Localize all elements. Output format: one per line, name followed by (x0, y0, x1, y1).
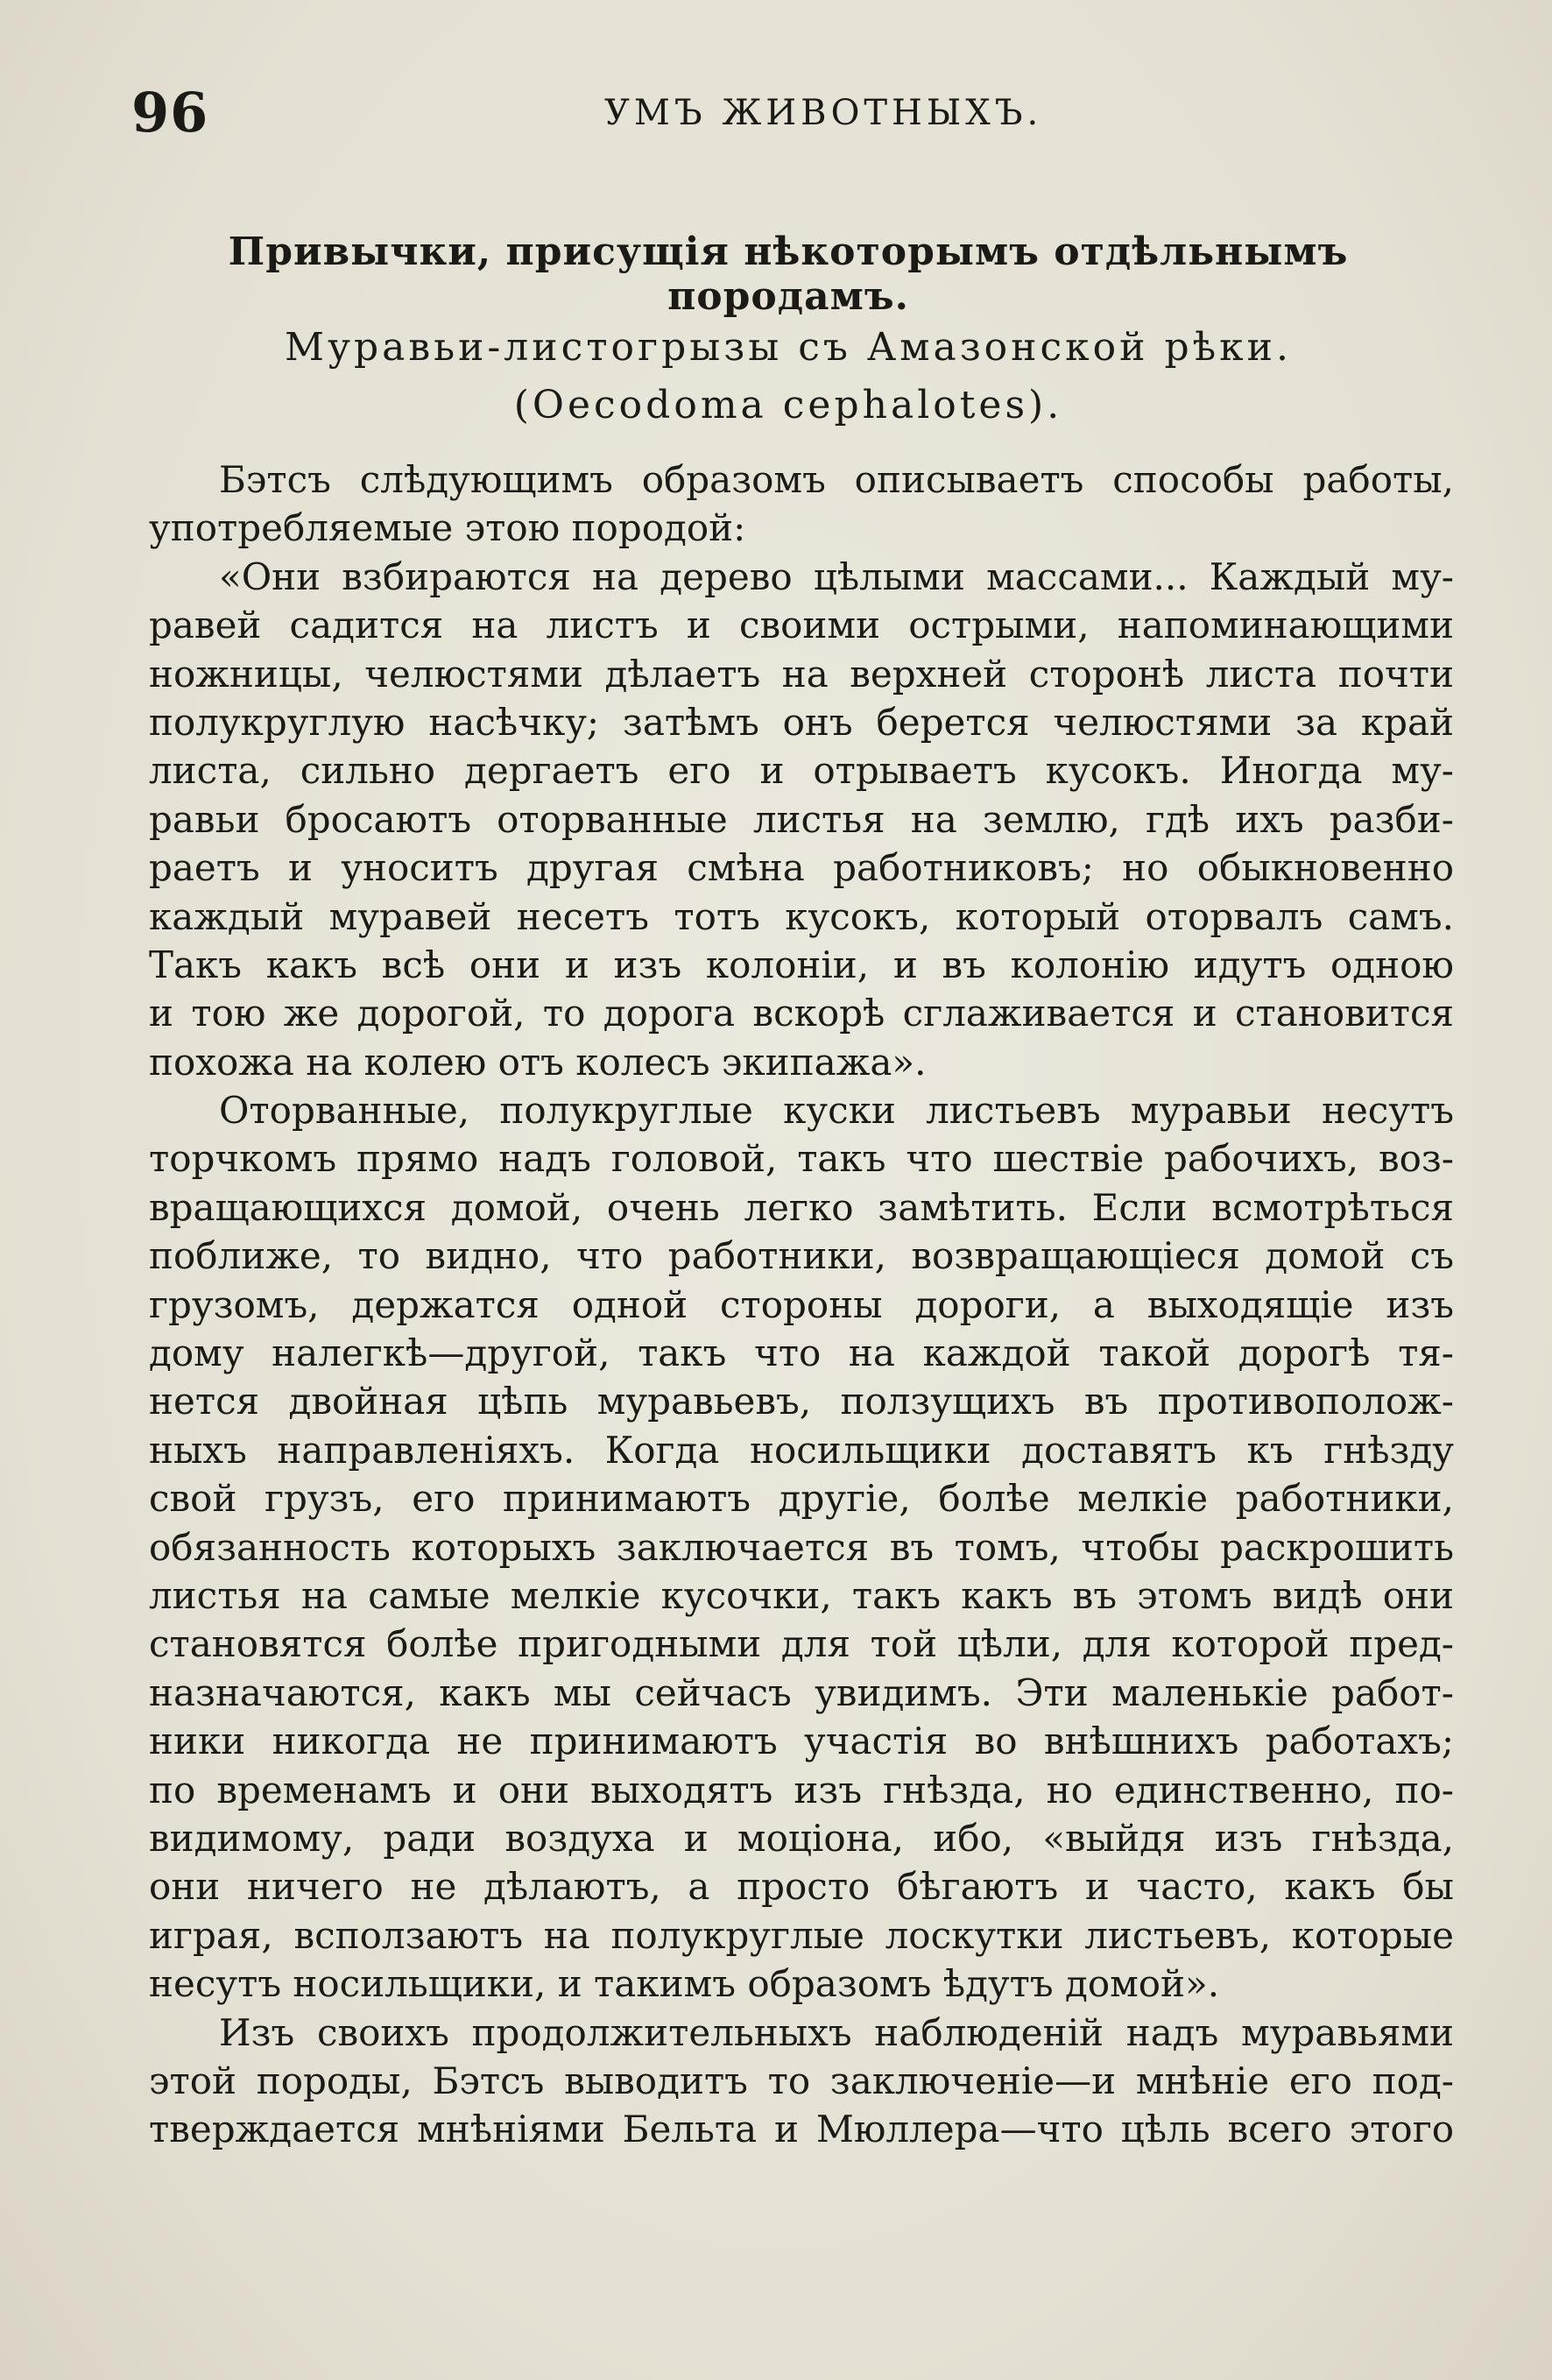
text-line: становятся болѣе пригодными для той цѣли, для которой пред- (149, 1622, 1454, 1666)
text-line: ники никогда не принимаютъ участія во внѣшнихъ работахъ; (149, 1720, 1454, 1763)
text-line: дому налегкѣ—другой, такъ что на каждой такой дорогѣ тя- (149, 1331, 1454, 1375)
text-line: Изъ своихъ продолжительныхъ наблюденій надъ муравьями (219, 2010, 1454, 2054)
text-line: играя, всползаютъ на полукруглые лоскутки листьевъ, которые (149, 1913, 1454, 1957)
text-line: поближе, то видно, что работники, возвращающіеся домой съ (149, 1234, 1454, 1278)
text-line: Такъ какъ всѣ они и изъ колоніи, и въ колонію идутъ одною (149, 943, 1454, 986)
running-head (131, 81, 1445, 151)
text-line: каждый муравей несетъ тотъ кусокъ, который оторвалъ самъ. (149, 894, 1454, 938)
text-line: тверждается мнѣніями Бельта и Мюллера—что цѣль всего этого (149, 2108, 1454, 2151)
page-number: 96 (131, 81, 209, 145)
subheading-line-2: (Oecodoma cephalotes). (513, 383, 1063, 427)
text-line: Бэтсъ слѣдующимъ образомъ описываетъ способы работы, (219, 458, 1454, 501)
text-line: нется двойная цѣпь муравьевъ, ползущихъ въ противополож- (149, 1380, 1454, 1423)
text-line: «Они взбираются на дерево цѣлыми массами... Каждый му- (219, 554, 1454, 598)
running-title: УМЪ ЖИВОТНЫХЪ. (604, 93, 1043, 133)
text-line: грузомъ, держатся одной стороны дороги, а выходящіе изъ (149, 1282, 1454, 1326)
body-text (149, 456, 1454, 2154)
text-line: равьи бросаютъ оторванные листья на землю, гдѣ ихъ разби- (149, 797, 1454, 841)
text-line: Оторванные, полукруглые куски листьевъ муравьи несутъ (219, 1089, 1454, 1133)
subheading-line-1: Муравьи-листогрызы съ Амазонской рѣки. (285, 325, 1292, 370)
text-line: торчкомъ прямо надъ головой, такъ что шествіе рабочихъ, воз- (149, 1137, 1454, 1181)
text-line: полукруглую насѣчку; затѣмъ онъ берется челюстями за край (149, 700, 1454, 744)
text-line: и тою же дорогой, то дорога вскорѣ сглаживается и становится (149, 992, 1454, 1035)
text-line: раетъ и уноситъ другая смѣна работниковъ; но обыкновенно (149, 846, 1454, 890)
text-line: обязанность которыхъ заключается въ томъ, чтобы раскрошить (149, 1525, 1454, 1569)
text-line: ножницы, челюстями дѣлаетъ на верхней сторонѣ листа почти (149, 652, 1454, 696)
text-line: свой грузъ, его принимаютъ другіе, болѣе мелкіе работники, (149, 1477, 1454, 1521)
text-line: они ничего не дѣлаютъ, а просто бѣгаютъ и часто, какъ бы (149, 1865, 1454, 1909)
text-line: по временамъ и они выходятъ изъ гнѣзда, но единственно, по- (149, 1768, 1454, 1811)
text-line: этой породы, Бэтсъ выводитъ то заключеніе—и мнѣніе его под- (149, 2059, 1454, 2102)
text-line: листья на самые мелкіе кусочки, такъ какъ въ этомъ видѣ они (149, 1573, 1454, 1617)
text-line: назначаются, какъ мы сейчасъ увидимъ. Эти маленькіе работ- (149, 1670, 1454, 1714)
text-line: видимому, ради воздуха и моціона, ибо, «выйдя изъ гнѣзда, (149, 1816, 1454, 1860)
text-line: ныхъ направленіяхъ. Когда носильщики доставятъ къ гнѣзду (149, 1428, 1454, 1472)
text-line: употребляемые этою породой: (149, 506, 746, 550)
text-line: похожа на колею отъ колесъ экипажа». (149, 1040, 927, 1084)
text-line: листа, сильно дергаетъ его и отрываетъ кусокъ. Иногда му- (149, 749, 1454, 793)
text-line: несутъ носильщики, и такимъ образомъ ѣдутъ домой». (149, 1962, 1220, 2006)
text-line: вращающихся домой, очень легко замѣтить. Если всмотрѣться (149, 1185, 1454, 1229)
section-heading: Привычки, присущія нѣкоторымъ отдѣльнымъ породамъ. (228, 230, 1349, 319)
subheading (131, 319, 1445, 434)
text-line: равей садится на листъ и своими острыми, напоминающими (149, 604, 1454, 647)
